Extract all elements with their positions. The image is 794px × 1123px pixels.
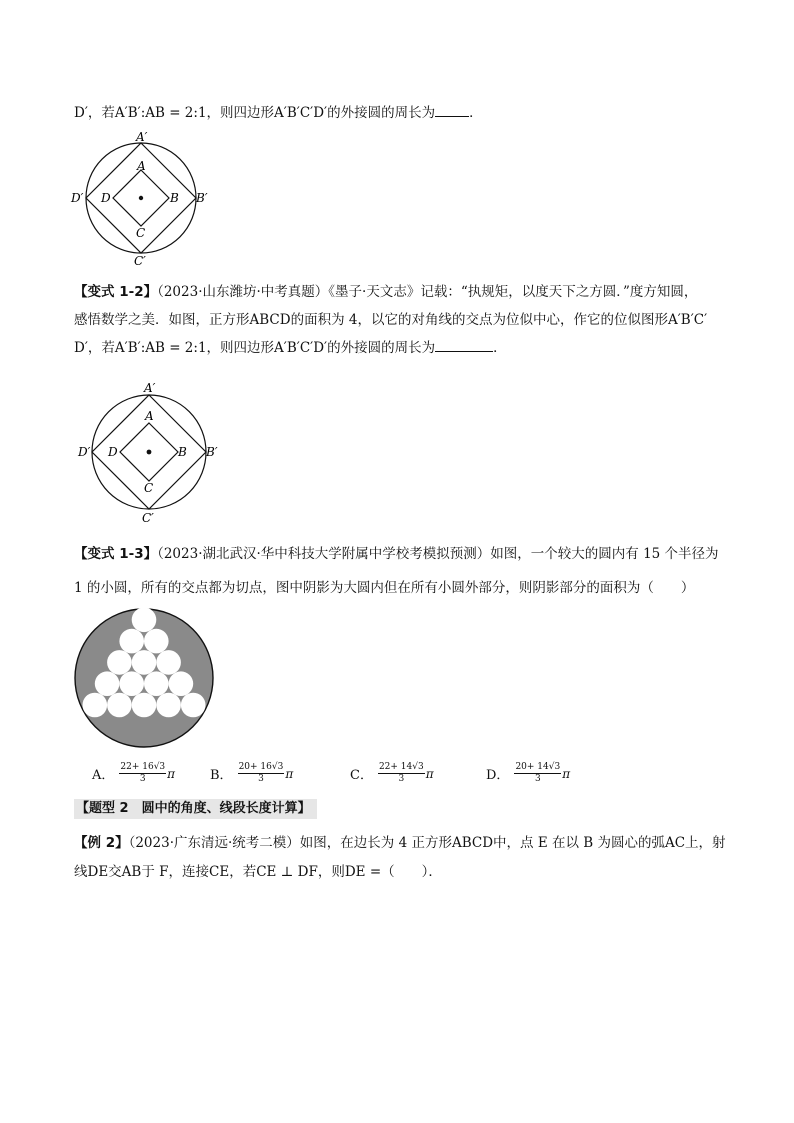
fraction — [514, 762, 561, 785]
variant-1-2-line-2 — [74, 310, 707, 330]
circle-square-figure-2 — [74, 378, 224, 528]
option-label: B． — [210, 768, 233, 783]
problem-text: （2023·山东潍坊·中考真题）《墨子·天文志》记载：“执规矩，以度天下之方圆．”度方知圆， — [157, 284, 698, 300]
option-b[interactable] — [210, 762, 293, 785]
small-circle — [144, 629, 169, 654]
label-D: D — [101, 191, 111, 205]
problem-text: 感悟数学之美．如图，正方形ABCD的面积为 4，以它的对角线的交点为位似中心，作它的位似图形A′B′C′ — [74, 312, 708, 328]
problem-text: D′，若A′B′:AB = 2:1，则四边形A′B′C′D′的外接圆的周长为 — [74, 105, 436, 121]
answer-blank — [435, 337, 493, 352]
label-D-prime: D′ — [78, 445, 91, 459]
circle-square-figure-1 — [70, 128, 220, 268]
label-C-prime: C′ — [142, 511, 154, 525]
variant-1-2-line-1 — [74, 282, 697, 302]
denominator: 3 — [258, 774, 264, 784]
pi-symbol: π — [285, 766, 294, 781]
small-circle — [169, 671, 194, 696]
small-circle — [144, 671, 169, 696]
variant-1-2-line-3 — [74, 337, 507, 358]
pi-symbol: π — [562, 766, 571, 781]
small-circle — [119, 629, 144, 654]
variant-tag: 【变式 1-2】 — [74, 284, 158, 300]
section-heading: 【题型 2 圆中的角度、线段长度计算】 — [74, 799, 317, 819]
small-circle — [156, 650, 181, 675]
center-point — [147, 450, 152, 455]
denominator: 3 — [534, 774, 541, 784]
option-d[interactable] — [486, 762, 570, 785]
small-circle — [132, 650, 157, 675]
punctuation: ． — [493, 340, 507, 356]
label-B-prime: B′ — [196, 191, 208, 205]
label-B: B — [178, 445, 187, 459]
small-circle — [181, 693, 206, 718]
numerator: 20+ 14√3 — [515, 762, 561, 772]
option-label: A． — [92, 768, 115, 783]
option-label: C． — [350, 768, 373, 783]
variant-tag: 【变式 1-3】 — [74, 546, 158, 562]
center-point — [139, 196, 143, 200]
denominator: 3 — [398, 774, 405, 784]
small-circle — [156, 693, 181, 718]
option-label: D． — [486, 768, 510, 783]
problem-text: 线DE交AB于 F，连接CE，若CE ⊥ DF，则DE =（ ）． — [74, 864, 442, 880]
option-a[interactable] — [92, 762, 175, 785]
pi-symbol: π — [425, 766, 434, 781]
label-A-prime: A′ — [136, 130, 148, 144]
label-A: A — [137, 159, 146, 173]
numerator: 22+ 14√3 — [378, 762, 424, 772]
denominator: 3 — [139, 774, 146, 784]
example-tag: 【例 2】 — [74, 835, 129, 851]
label-D: D — [108, 445, 118, 459]
small-circle — [119, 671, 144, 696]
label-C-prime: C′ — [134, 254, 146, 268]
punctuation: ． — [469, 105, 483, 121]
small-circle — [132, 607, 157, 632]
small-circle — [83, 693, 108, 718]
shaded-circle-figure — [72, 606, 216, 750]
small-circle — [132, 693, 157, 718]
label-A: A — [145, 409, 154, 423]
label-B: B — [170, 191, 179, 205]
label-A-prime: A′ — [144, 381, 156, 395]
label-C: C — [144, 481, 154, 495]
answer-blank — [435, 102, 469, 117]
label-C: C — [136, 226, 146, 240]
example-2-line-2 — [74, 862, 442, 882]
problem-text: （2023·广东清远·统考二模）如图，在边长为 4 正方形ABCD中，点 E 在以 B 为圆心的弧AC上，射 — [128, 835, 726, 851]
problem-text: （2023·湖北武汉·华中科技大学附属中学校考模拟预测）如图，一个较大的圆内有 15 个半径为 — [157, 546, 719, 562]
small-circle — [107, 650, 132, 675]
pi-symbol: π — [167, 766, 176, 781]
fraction — [378, 762, 425, 785]
label-D-prime: D′ — [71, 191, 84, 205]
numerator: 22+ 16√3 — [120, 762, 166, 772]
variant-1-3-line-2 — [74, 578, 694, 598]
variant-1-3-line-1 — [74, 544, 719, 564]
problem-text-line — [74, 102, 483, 123]
small-circle — [95, 671, 120, 696]
fraction — [119, 762, 166, 785]
label-B-prime: B′ — [206, 445, 218, 459]
small-circle — [107, 693, 132, 718]
example-2-line-1 — [74, 833, 726, 853]
numerator: 20+ 16√3 — [238, 762, 284, 772]
problem-text: D′，若A′B′:AB = 2:1，则四边形A′B′C′D′的外接圆的周长为 — [74, 340, 436, 356]
option-c[interactable] — [350, 762, 434, 785]
problem-text: 1 的小圆，所有的交点都为切点，图中阴影为大圆内但在所有小圆外部分，则阴影部分的面积为（ ） — [74, 580, 695, 596]
fraction — [238, 762, 285, 785]
